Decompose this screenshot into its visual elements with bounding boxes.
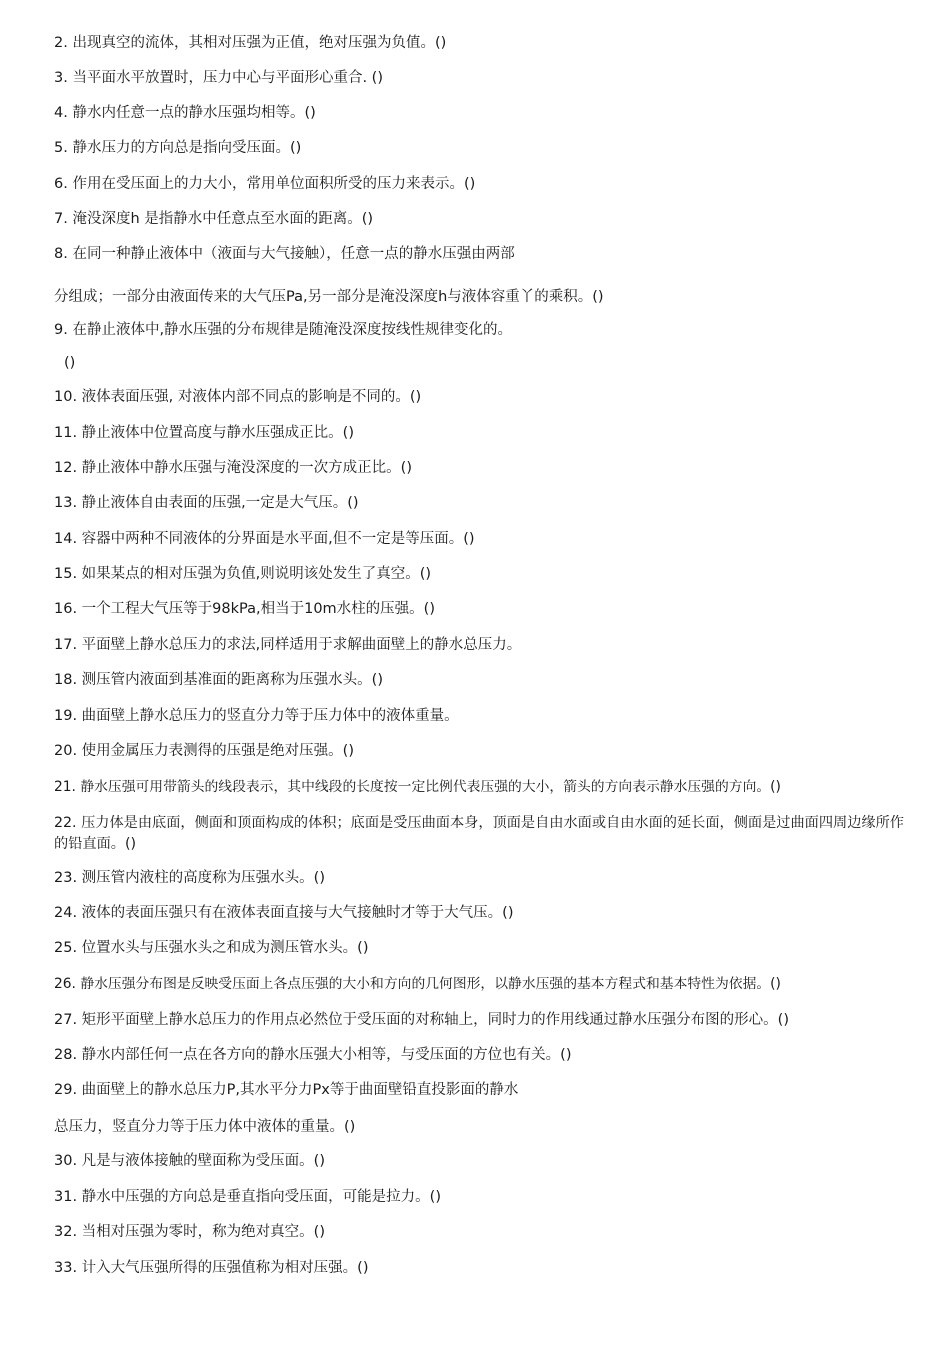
- question-6: 6. 作用在受压面上的力大小，常用单位面积所受的压力来表示。(): [54, 176, 476, 192]
- question-12: 12. 静止液体中静水压强与淹没深度的一次方成正比。(): [54, 460, 412, 476]
- question-10: 10. 液体表面压强, 对液体内部不同点的影响是不同的。(): [54, 389, 422, 405]
- question-8: 8. 在同一种静止液体中（液面与大气接触），任意一点的静水压强由两部: [54, 246, 515, 262]
- question-3: 3. 当平面水平放置时，压力中心与平面形心重合. (): [54, 70, 383, 86]
- question-24: 24. 液体的表面压强只有在液体表面直接与大气接触时才等于大气压。(): [54, 905, 514, 921]
- question-4: 4. 静水内任意一点的静水压强均相等。(): [54, 105, 316, 121]
- question-27: 27. 矩形平面壁上静水总压力的作用点必然位于受压面的对称轴上，同时力的作用线通过静水压强分布图的形心。(): [54, 1012, 789, 1028]
- question-8-continued: 分组成；一部分由液面传来的大气压Pa,另一部分是淹没深度h与液体容重丫的乘积。(): [54, 289, 604, 305]
- question-5: 5. 静水压力的方向总是指向受压面。(): [54, 140, 302, 156]
- question-22: 22. 压力体是由底面，侧面和顶面构成的体积；底面是受压曲面本身，顶面是自由水面或自由水面的延长面，侧面是过曲面四周边缘所作的铅直面。(): [54, 815, 904, 852]
- question-14: 14. 容器中两种不同液体的分界面是水平面,但不一定是等压面。(): [54, 531, 475, 547]
- question-17: 17. 平面壁上静水总压力的求法,同样适用于求解曲面壁上的静水总压力。: [54, 637, 522, 653]
- question-18: 18. 测压管内液面到基准面的距离称为压强水头。(): [54, 672, 383, 688]
- question-29-continued: 总压力，竖直分力等于压力体中液体的重量。(): [54, 1119, 356, 1135]
- question-13: 13. 静止液体自由表面的压强,一定是大气压。(): [54, 495, 359, 511]
- question-19: 19. 曲面壁上静水总压力的竖直分力等于压力体中的液体重量。: [54, 708, 459, 724]
- question-9-continued: (): [64, 355, 76, 371]
- question-2: 2. 出现真空的流体，其相对压强为正值，绝对压强为负值。(): [54, 35, 447, 51]
- question-26: 26. 静水压强分布图是反映受压面上各点压强的大小和方向的几何图形，以静水压强的基本方程式和基本特性为依据。(): [54, 976, 781, 992]
- question-33: 33. 计入大气压强所得的压强值称为相对压强。(): [54, 1260, 369, 1276]
- question-15: 15. 如果某点的相对压强为负值,则说明该处发生了真空。(): [54, 566, 432, 582]
- question-28: 28. 静水内部任何一点在各方向的静水压强大小相等，与受压面的方位也有关。(): [54, 1047, 572, 1063]
- question-21: 21. 静水压强可用带箭头的线段表示，其中线段的长度按一定比例代表压强的大小，箭头的方向表示静水压强的方向。(): [54, 779, 781, 795]
- question-32: 32. 当相对压强为零时，称为绝对真空。(): [54, 1224, 325, 1240]
- question-23: 23. 测压管内液柱的高度称为压强水头。(): [54, 870, 325, 886]
- question-20: 20. 使用金属压力表测得的压强是绝对压强。(): [54, 743, 354, 759]
- question-11: 11. 静止液体中位置高度与静水压强成正比。(): [54, 425, 354, 441]
- question-7: 7. 淹没深度h 是指静水中任意点至水面的距离。(): [54, 211, 374, 227]
- question-29: 29. 曲面壁上的静水总压力P,其水平分力Px等于曲面壁铅直投影面的静水: [54, 1082, 519, 1098]
- question-25: 25. 位置水头与压强水头之和成为测压管水头。(): [54, 940, 369, 956]
- question-16: 16. 一个工程大气压等于98kPa,相当于10m水柱的压强。(): [54, 601, 435, 617]
- question-31: 31. 静水中压强的方向总是垂直指向受压面，可能是拉力。(): [54, 1189, 441, 1205]
- question-30: 30. 凡是与液体接触的壁面称为受压面。(): [54, 1153, 325, 1169]
- question-9: 9. 在静止液体中,静水压强的分布规律是随淹没深度按线性规律变化的。: [54, 322, 513, 338]
